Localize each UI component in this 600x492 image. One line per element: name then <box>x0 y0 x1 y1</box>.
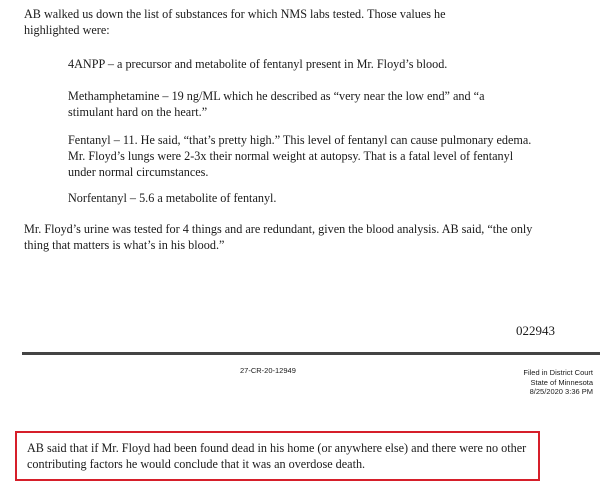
substance-norfentanyl: Norfentanyl – 5.6 a metabolite of fentanyl. <box>68 191 277 205</box>
page-number: 022943 <box>516 323 555 338</box>
page-divider <box>22 352 600 355</box>
case-number: 27-CR-20-12949 <box>240 366 296 375</box>
intro-paragraph: AB walked us down the list of substances for which NMS labs tested. Those values he highlighted were: <box>24 7 446 37</box>
substance-fentanyl: Fentanyl – 11. He said, “that’s pretty high.” This level of fentanyl can cause pulmonary edema. Mr. Floyd’s lungs were 2-3x their normal weight at autopsy. That is a fatal level of fentanyl under normal circumstances. <box>68 133 532 179</box>
filed-stamp <box>523 368 593 397</box>
substance-4anpp: 4ANPP – a precursor and metabolite of fentanyl present in Mr. Floyd’s blood. <box>68 57 448 71</box>
urine-paragraph: Mr. Floyd’s urine was tested for 4 things and are redundant, given the blood analysis. AB said, “the only thing that matters is what’s in his blood.” <box>24 222 533 252</box>
substance-methamphetamine: Methamphetamine – 19 ng/ML which he described as “very near the low end” and “a stimulant hard on the heart.” <box>68 89 485 119</box>
highlighted-excerpt: AB said that if Mr. Floyd had been found dead in his home (or anywhere else) and there were no other contributing factors he would conclude that it was an overdose death. <box>15 431 540 481</box>
filed-line: 8/25/2020 3:36 PM <box>529 387 593 396</box>
filed-line: Filed in District Court <box>523 368 593 377</box>
filed-line: State of Minnesota <box>530 377 593 387</box>
